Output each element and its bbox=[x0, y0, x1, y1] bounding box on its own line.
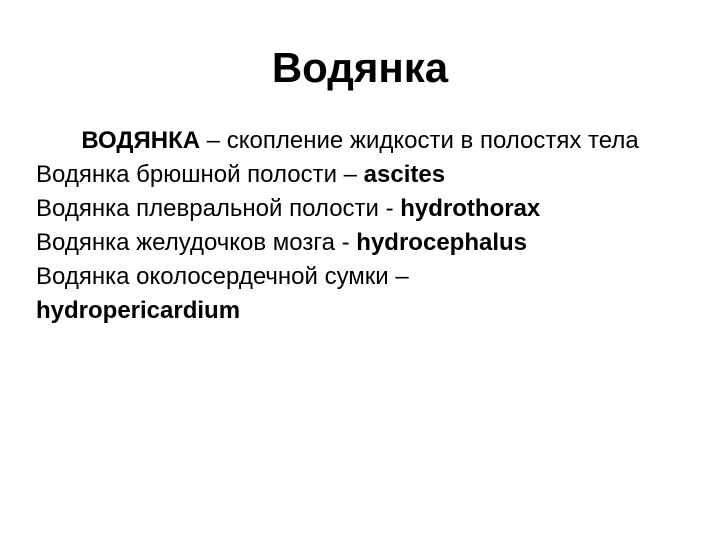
list-item-hydropericardium bbox=[36, 260, 684, 328]
list-item-hydrothorax bbox=[36, 192, 684, 226]
item-term: hydrothorax bbox=[400, 195, 541, 222]
definition-paragraph bbox=[36, 124, 684, 158]
definition-term: ВОДЯНКА bbox=[81, 127, 201, 154]
item-prefix: Водянка плевральной полости - bbox=[36, 195, 401, 222]
item-prefix: Водянка околосердечной сумки – bbox=[36, 263, 409, 290]
item-term: ascites bbox=[363, 161, 446, 188]
slide-body bbox=[36, 124, 684, 328]
item-prefix: Водянка желудочков мозга - bbox=[36, 229, 357, 256]
item-prefix: Водянка брюшной полости – bbox=[36, 161, 364, 188]
item-term: hydrocephalus bbox=[356, 229, 528, 256]
list-item-ascites bbox=[36, 158, 684, 192]
slide-title: Водянка bbox=[271, 44, 449, 91]
definition-text: – скопление жидкости в полостях тела bbox=[200, 127, 639, 154]
list-item-hydrocephalus bbox=[36, 226, 684, 260]
item-term: hydropericardium bbox=[36, 297, 241, 324]
